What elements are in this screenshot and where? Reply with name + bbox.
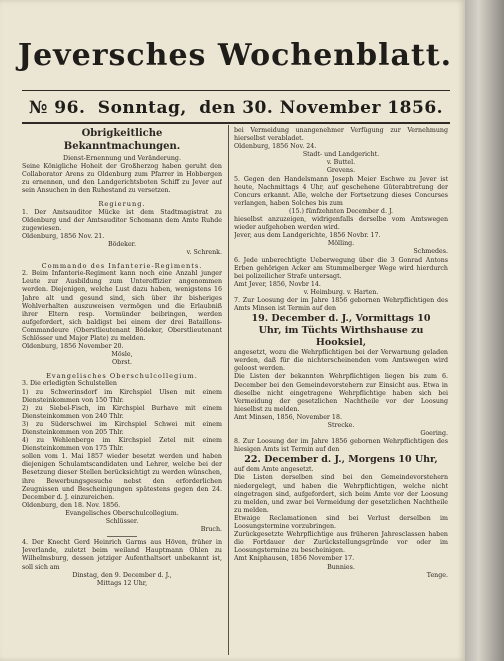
- right-column-text: Grevens.: [326, 167, 356, 175]
- right-column-text: angesetzt, wozu die Wehrpflichtigen bei der Verwarnung geladen werden, daß für die nichterscheinenden vom Amtswegen wird geloost werden.: [234, 349, 448, 373]
- right-column-text: Die Listen derselben sind bei den Gemeindevorstehern niedergelegt, und haben die Wehrpflichtigen, welche nicht eingetragen sind, aufgefordert, sich beim Amte vor der Loosung zu melden, und zwar bei Vermeidung der gesetzlichen Nachtheile zu melden.: [234, 474, 448, 514]
- right-column-text: Strecke.: [327, 422, 355, 429]
- right-column-text: Zurückgesetzte Wehrpflichtige aus früheren Jahresclassen haben die Fortdauer der Zurückstellungsgründe vor oder im Loosungstermine zu bescheinigen.: [234, 531, 448, 555]
- left-column-text: Bruch.: [200, 526, 222, 534]
- right-column-text: v. Heimburg. v. Harten.: [303, 288, 379, 296]
- masthead-rule: [22, 90, 450, 91]
- right-column-text: 7. Zur Loosung der im Jahre 1856 gebornen Wehrpflichtigen des Amts Minsen ist Termin auf den: [234, 296, 448, 313]
- left-column-text: Mösle,: [111, 351, 133, 359]
- right-column-text: Schmedes.: [413, 248, 448, 256]
- left-column-text: Mittags 12 Uhr,: [96, 579, 148, 587]
- left-column-separator: [107, 536, 137, 537]
- left-column-text: Dinstag, den 9. December d. J.,: [72, 571, 172, 579]
- left-column-text: 4. Der Knecht Gerd Heinrich Garms aus Höven, früher in Jeverlande, zuletzt beim weiland Hauptmann Ohlen zu Wilhelmsburg, dessen jetziger Aufenthaltsort unbekannt ist, soll sich am: [22, 539, 222, 571]
- right-column-text: Jever, aus dem Landgerichte, 1856 Novbr. 17.: [234, 232, 381, 240]
- right-column-text: 5. Gegen den Handelsmann Joseph Meier Eschwe zu Jever ist heute, Nachmittags 4 Uhr, auf geschehene Güterabtretung der Concurs erkannt. Alle, welche der Fortsetzung dieses Concurses verlangen, haben Solches bis zum: [234, 175, 448, 207]
- left-column-text: Seine Königliche Hoheit der Großherzog haben geruht den Collaborator Arens zu Oldenburg zum Pfarrer in Hobbergen zu ernennen, und den Landgerichtsboten Schiff zu Jever auf sein Ansuchen in den Ruhestand zu versetzen.: [22, 163, 222, 195]
- right-column-text: Bunnies.: [327, 563, 355, 571]
- left-column-text: 3. Die erledigten Schulstellen: [22, 380, 117, 388]
- left-column-text: 1) zu Schwerinsdorf im Kirchspiel Ulsen mit einem Diensteinkommen von 150 Thlr.: [22, 388, 222, 404]
- right-column-text: Oldenburg, 1856 Nov. 24.: [234, 143, 317, 151]
- left-column-text: Evangelisches Oberschulcollegium.: [46, 372, 198, 381]
- right-column-text: Amt Jever, 1856, Novbr 14.: [234, 280, 321, 288]
- issue-rule: [22, 122, 450, 124]
- masthead: Jeversches Wochenblatt.: [17, 38, 453, 73]
- left-column-text: Oldenburg, den 18. Nov. 1856.: [22, 501, 121, 509]
- right-column-text: Goering.: [420, 430, 448, 438]
- right-column-text: Stadt- und Landgericht.: [302, 151, 380, 159]
- left-column: [22, 127, 222, 657]
- right-column-text: 19. December d. J., Vormittags 10: [251, 313, 431, 325]
- left-column-text: v. Schrenk.: [186, 249, 222, 257]
- right-column-text: Etwaige Reclamationen sind bei Verlust derselben im Loosungstermine vorzubringen.: [234, 514, 448, 531]
- left-column-text: Schlüsser.: [105, 518, 139, 526]
- issue-date: den 30. November 1856.: [199, 98, 444, 118]
- left-column-text: Evangelisches Oberschulcollegium.: [65, 509, 179, 517]
- right-column-text: bei Vermeidung unangenehmer Verfügung zur Vernehmung hierselbst verabladet.: [234, 127, 448, 143]
- right-column-text: 22. December d. J., Morgens 10 Uhr,: [244, 454, 438, 466]
- left-column-text: Dienst-Ernennung und Veränderung.: [63, 155, 181, 162]
- issue-day: Sonntag,: [97, 98, 187, 118]
- left-column-text: sollen vom 1. Mai 1857 wieder besetzt werden und haben diejenigen Schulamtscandidaten und Lehrer, welche bei der Besetzung dieser Stellen berücksichtigt zu werden wünschen, ihre Bewerbungsgesuche nebst den erforderlichen Zeugnissen und Bescheinigungen spätestens gegen den 24. December d. J. einzureichen.: [22, 453, 222, 501]
- left-column-text: Regierung.: [98, 200, 146, 209]
- book-binding-edge: [465, 0, 504, 661]
- left-column-text: Oldenburg, 1856 Nov. 21.: [22, 232, 105, 240]
- left-column-text: Bödeker.: [107, 240, 137, 248]
- left-column-text: 2. Beim Infanterie-Regiment kann noch eine Anzahl junger Leute zur Ausbildung zum Unteroffizier angenommen werden. Diejenigen, welche Lust dazu haben, wenigstens 16 Jahre alt und gesund sind, sich über ihr bisheriges Wohlverhalten auszuweisen vermögen und die Erlaubniß ihrer Eltern resp. Vormünder beibringen, werden aufgefordert, sich baldigst bei einem der drei Bataillons-Commandeure (Oberstlieutenant Bödeker, Oberstlieutenant Schlösser und Major Plate) zu melden.: [22, 270, 222, 342]
- right-column-text: (15.) fünfzehnten December d. J.: [288, 207, 393, 215]
- right-column-text: Amt Minsen, 1856, November 18.: [234, 413, 342, 421]
- right-column-text: Die Listen der bekannten Wehrpflichtigen liegen bis zum 6. December bei den Gemeindevorstehern zur Einsicht aus. Etwa in dieselbe nicht eingetragene Wehrpflichtige haben sich bei Vermeidung der gesetzlichen Nachtheile vor der Loosung hieselbst zu melden.: [234, 373, 448, 413]
- column-divider: [228, 125, 229, 655]
- left-column-text: 4) zu Wehlenberge im Kirchspiel Zetel mit einem Diensteinkommen von 175 Thlr.: [22, 437, 222, 453]
- right-column-text: hieselbst anzuzeigen, widrigenfalls derselbe vom Amtswegen wieder aufgehoben werden wird.: [234, 216, 448, 232]
- right-column-text: Tenge.: [426, 571, 448, 579]
- left-column-text: Commando des Infanterie-Regiments.: [41, 262, 203, 271]
- right-column-text: auf dem Amte angesetzt.: [234, 466, 314, 474]
- right-column-text: v. Buttel.: [326, 159, 356, 167]
- right-column: [234, 127, 448, 657]
- issue-number: № 96.: [28, 98, 86, 118]
- left-column-text: 1. Der Amtsauditor Mücke ist dem Stadtmagistrat zu Oldenburg und der Amtsauditor Schomann dem Amte Ruhde zugewiesen.: [22, 208, 222, 232]
- left-column-text: Oldenburg, 1856 November 20.: [22, 343, 124, 351]
- right-column-text: Amt Kniphausen, 1856 November 17.: [234, 555, 355, 563]
- left-column-text: 2) zu Siebel-Fisch, im Kirchspiel Burhave mit einem Diensteinkommen von 240 Thlr.: [22, 404, 222, 420]
- right-column-text: Mölling.: [327, 240, 355, 248]
- right-column-text: Uhr, im Tüchts Wirthshause zu Hooksiel,: [258, 325, 424, 349]
- left-column-text: Obrst.: [112, 359, 132, 367]
- right-column-text: 6. Jede unberechtigte Ueberwegung über die 3 Gonrad Antons Erben gehörigen Acker am Stummelberger Wege wird hierdurch bei polizeilicher Strafe untersagt.: [234, 256, 448, 280]
- issue-line: [22, 98, 450, 118]
- left-column-text: 3) zu Süderschwei im Kirchspiel Schwei mit einem Diensteinkommen von 205 Thlr.: [22, 420, 222, 436]
- right-column-text: 8. Zur Loosung der im Jahre 1856 gebornen Wehrpflichtigen des hiesigen Amts ist Termin auf den: [234, 438, 448, 454]
- left-column-text: Obrigkeitliche Bekanntmachungen.: [63, 128, 181, 152]
